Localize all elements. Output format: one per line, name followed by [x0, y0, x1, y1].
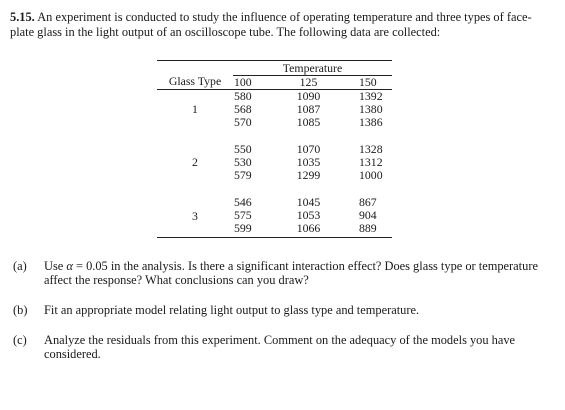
question-text: Fit an appropriate model relating light output to glass type and temperature.: [44, 303, 420, 317]
table-cell: 1000: [359, 168, 383, 182]
group-spacer: [157, 129, 392, 143]
question-text: Analyze the residuals from this experiment. Comment on the adequacy of the models you have considered.: [44, 333, 516, 361]
table-cell: 889: [359, 222, 392, 238]
table-row: [157, 196, 392, 209]
glass-type-label: 1: [192, 102, 198, 116]
question-b: [13, 303, 543, 317]
table-cell: 1090: [296, 89, 321, 103]
table-cell: 904: [359, 208, 377, 222]
table-cell: 1085: [296, 115, 321, 129]
table-cell: 579: [234, 168, 252, 182]
table-cell: 599: [233, 222, 258, 238]
temperature-level: 125: [258, 76, 359, 90]
question-label: (b): [13, 303, 28, 317]
table-cell: 1312: [359, 155, 383, 169]
table-cell: 530: [234, 155, 252, 169]
table-cell: 1392: [359, 89, 383, 103]
question-text: [44, 259, 543, 287]
temperature-level: 100: [233, 76, 258, 90]
table-cell: 568: [234, 102, 252, 116]
table-cell: 575: [234, 208, 252, 222]
problem-text: An experiment is conducted to study the influence of operating temperature and three types of face-plate glass in the light output of an oscilloscope tube. The following data are collected:: [10, 10, 532, 39]
question-c: [13, 333, 543, 361]
table-cell: 1053: [296, 208, 321, 222]
table-cell: 1386: [359, 115, 383, 129]
glass-type-label: 2: [192, 155, 198, 169]
table-cell: 580: [234, 89, 252, 103]
temperature-level: 150: [359, 76, 392, 90]
table-cell: 1328: [359, 142, 383, 156]
table-cell: 1045: [296, 195, 321, 209]
table-cell: 1070: [296, 142, 321, 156]
group-spacer: [157, 182, 392, 196]
table-cell: 550: [234, 142, 252, 156]
data-table: [157, 60, 392, 238]
table-cell: 867: [359, 195, 377, 209]
problem-statement: [10, 10, 550, 40]
table-row: [157, 90, 392, 104]
glass-type-label: 3: [157, 196, 233, 238]
table-cell: 1066: [258, 222, 359, 238]
table-cell: 1299: [296, 168, 321, 182]
table-header-row: [157, 61, 392, 76]
problem-number: 5.15.: [10, 10, 35, 24]
table-cell: 570: [234, 115, 252, 129]
question-label: (a): [13, 259, 27, 273]
glass-type-header: Glass Type: [157, 61, 233, 90]
question-label: (c): [13, 333, 27, 347]
question-text-part: = 0.05 in the analysis. Is there a significant interaction effect? Does glass type or temperature affect the response? What conclusions can you draw?: [44, 259, 538, 287]
table-row: [157, 143, 392, 156]
table-cell: 546: [234, 195, 252, 209]
question-a: [13, 259, 543, 287]
temperature-header: Temperature: [233, 61, 392, 76]
table-cell: 1035: [296, 155, 321, 169]
alpha-symbol: α: [66, 259, 73, 273]
question-text-part: Use: [44, 259, 67, 273]
table-cell: 1380: [359, 102, 383, 116]
table-cell: 1087: [296, 102, 321, 116]
